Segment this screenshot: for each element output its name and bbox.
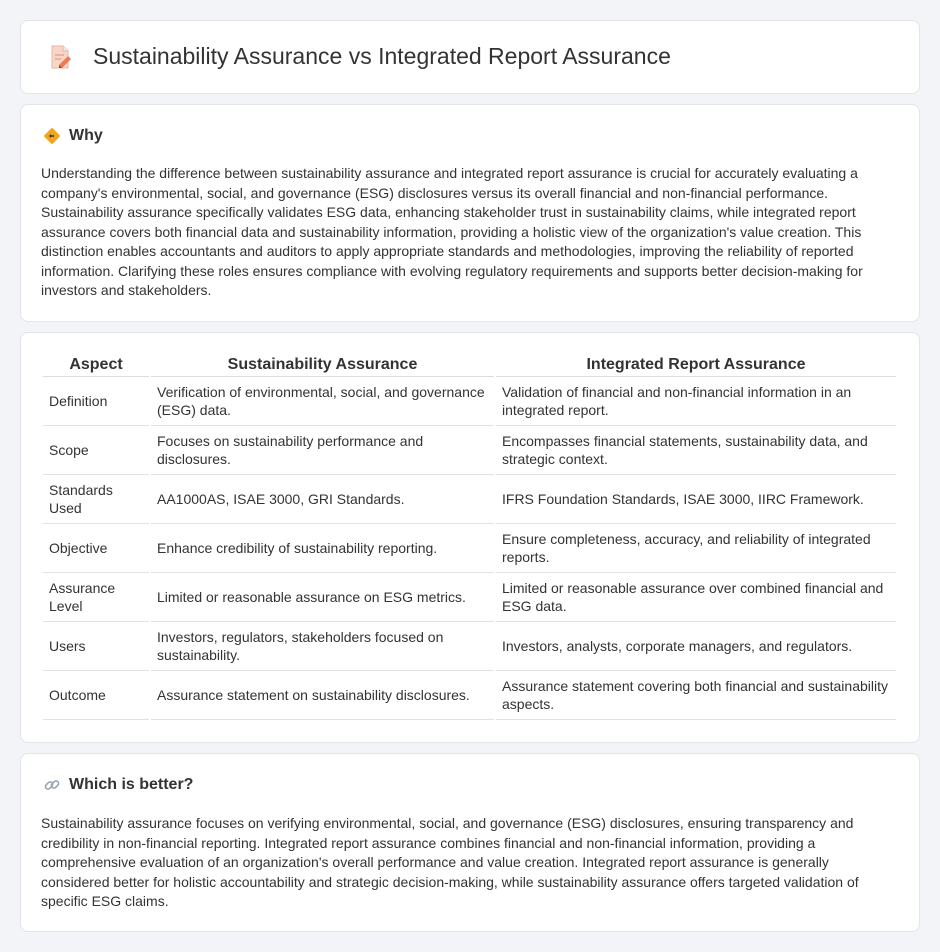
- sustainability-cell: Verification of environmental, social, and governance (ESG) data.: [151, 377, 494, 426]
- sustainability-cell: Investors, regulators, stakeholders focused on sustainability.: [151, 622, 494, 671]
- table-header-row: [43, 353, 896, 377]
- integrated-cell: Assurance statement covering both financial and sustainability aspects.: [496, 671, 896, 720]
- which-is-better-heading: Which is better?: [69, 776, 194, 793]
- sustainability-cell: AA1000AS, ISAE 3000, GRI Standards.: [151, 475, 494, 524]
- why-heading: Why: [69, 127, 103, 144]
- integrated-cell: Investors, analysts, corporate managers, and regulators.: [496, 622, 896, 671]
- table-row: [43, 573, 896, 622]
- sustainability-cell: Assurance statement on sustainability disclosures.: [151, 671, 494, 720]
- table-row: [43, 622, 896, 671]
- table-row: [43, 377, 896, 426]
- table-row: [43, 426, 896, 475]
- integrated-cell: Encompasses financial statements, sustainability data, and strategic context.: [496, 426, 896, 475]
- integrated-cell: IFRS Foundation Standards, ISAE 3000, IIRC Framework.: [496, 475, 896, 524]
- table-row: [43, 524, 896, 573]
- aspect-cell: Scope: [43, 426, 149, 475]
- integrated-cell: Validation of financial and non-financial information in an integrated report.: [496, 377, 896, 426]
- aspect-cell: Standards Used: [43, 475, 149, 524]
- why-section: [20, 104, 920, 322]
- table-row: [43, 671, 896, 720]
- page-title: Sustainability Assurance vs Integrated Report Assurance: [93, 43, 671, 69]
- integrated-cell: Limited or reasonable assurance over combined financial and ESG data.: [496, 573, 896, 622]
- column-header: Integrated Report Assurance: [496, 353, 896, 377]
- link-icon: [43, 776, 61, 794]
- column-header: Aspect: [43, 353, 149, 377]
- sustainability-cell: Focuses on sustainability performance and disclosures.: [151, 426, 494, 475]
- sustainability-cell: Limited or reasonable assurance on ESG metrics.: [151, 573, 494, 622]
- which-is-better-section: [20, 753, 920, 932]
- comparison-section: [20, 332, 920, 743]
- why-text: Understanding the difference between sustainability assurance and integrated report assurance is crucial for accurately evaluating a company's environmental, social, and governance (ESG) disclosures versus its overall financial and non-financial performance. Sustainability assurance specifically validates ESG data, enhancing stakeholder trust in sustainability claims, while integrated report assurance covers both financial data and sustainability information, providing a holistic view of the organization's value creation. This distinction enables accountants and auditors to apply appropriate standards and methodologies, improving the reliability of reported information. Clarifying these roles ensures compliance with evolving regulatory requirements and supports better decision-making for investors and stakeholders.: [41, 165, 863, 298]
- integrated-cell: Ensure completeness, accuracy, and reliability of integrated reports.: [496, 524, 896, 573]
- aspect-cell: Definition: [43, 377, 149, 426]
- aspect-cell: Assurance Level: [43, 573, 149, 622]
- aspect-cell: Outcome: [43, 671, 149, 720]
- diamond-signal-icon: [43, 127, 61, 145]
- header-card: [20, 20, 920, 94]
- aspect-cell: Objective: [43, 524, 149, 573]
- comparison-table: [41, 353, 898, 720]
- table-row: [43, 475, 896, 524]
- document-edit-icon: [47, 44, 73, 70]
- sustainability-cell: Enhance credibility of sustainability reporting.: [151, 524, 494, 573]
- which-is-better-text: Sustainability assurance focuses on verifying environmental, social, and governance (ESG) disclosures, ensuring transparency and credibility in non-financial reporting. Integrated report assurance combines financial and non-financial information, providing a comprehensive evaluation of an organization's overall performance and value creation. Integrated report assurance is generally considered better for holistic accountability and strategic decision-making, while sustainability assurance offers targeted validation of specific ESG claims.: [41, 815, 859, 909]
- column-header: Sustainability Assurance: [151, 353, 494, 377]
- aspect-cell: Users: [43, 622, 149, 671]
